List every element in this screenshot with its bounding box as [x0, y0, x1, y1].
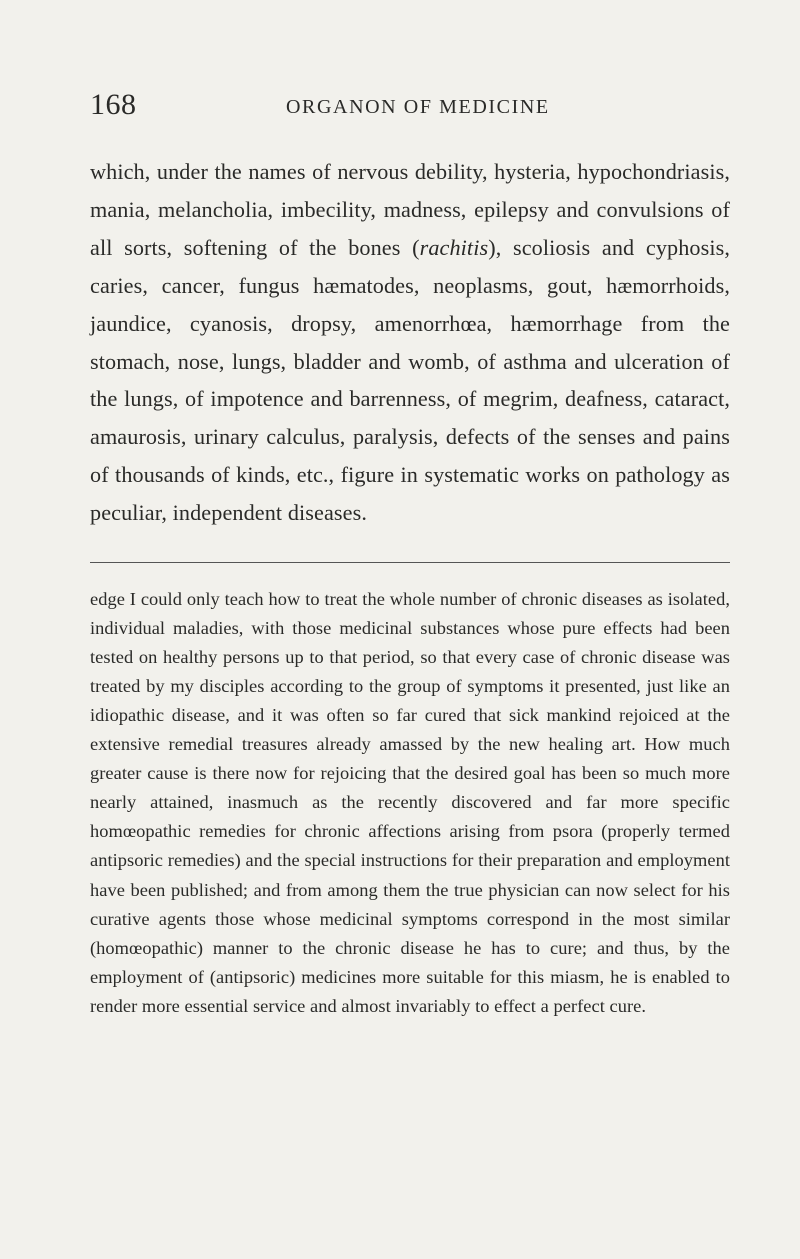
main-text-before-italic: which, under the names of nervous debility, hysteria, hypochondriasis, mania, melancholia, imbecility, madness, epilepsy and convulsions of all sorts, softening of the bones ( [90, 159, 730, 260]
book-page [90, 88, 730, 1021]
italic-term: rachitis [419, 234, 489, 260]
main-paragraph [90, 153, 730, 532]
footnote-text: edge I could only teach how to treat the whole number of chronic diseases as isolated, individual maladies, with those medicinal substances whose pure effects had been tested on healthy persons up to that period, so that every case of chronic disease was treated by my disciples according to the group of symptoms it presented, just like an idiopathic disease, and it was often so far cured that sick mankind rejoiced at the extensive remedial treasures already amassed by the new healing art. How much greater cause is there now for rejoicing that the desired goal has been so much more nearly attained, inasmuch as the recently discovered and far more specific homœopathic remedies for chronic affections arising from psora (properly termed antipsoric remedies) and the special instructions for their preparation and employment have been published; and from among them the true physician can now select for his curative agents those whose medicinal symptoms correspond in the most similar (homœopathic) manner to the chronic disease he has to cure; and thus, by the employment of (antipsoric) medicines more suitable for this miasm, he is enabled to render more essential service and almost invariably to effect a perfect cure. [90, 589, 730, 1016]
footnote-divider [90, 562, 730, 563]
running-title: ORGANON OF MEDICINE [286, 96, 550, 118]
page-number: 168 [90, 88, 137, 121]
main-text-after-italic: ), scoliosis and cyphosis, caries, cancer, fungus hæmatodes, neoplasms, gout, hæmorrhoids, jaundice, cyanosis, dropsy, amenorrhœa, hæmorrhage from the stomach, nose, lungs, bladder and womb, of asthma and ulceration of the lungs, of impotence and barrenness, of megrim, deafness, cataract, amaurosis, urinary calculus, paralysis, defects of the senses and pains of thousands of kinds, etc., figure in systematic works on pathology as peculiar, independent diseases. [90, 234, 730, 526]
running-head [90, 88, 730, 124]
